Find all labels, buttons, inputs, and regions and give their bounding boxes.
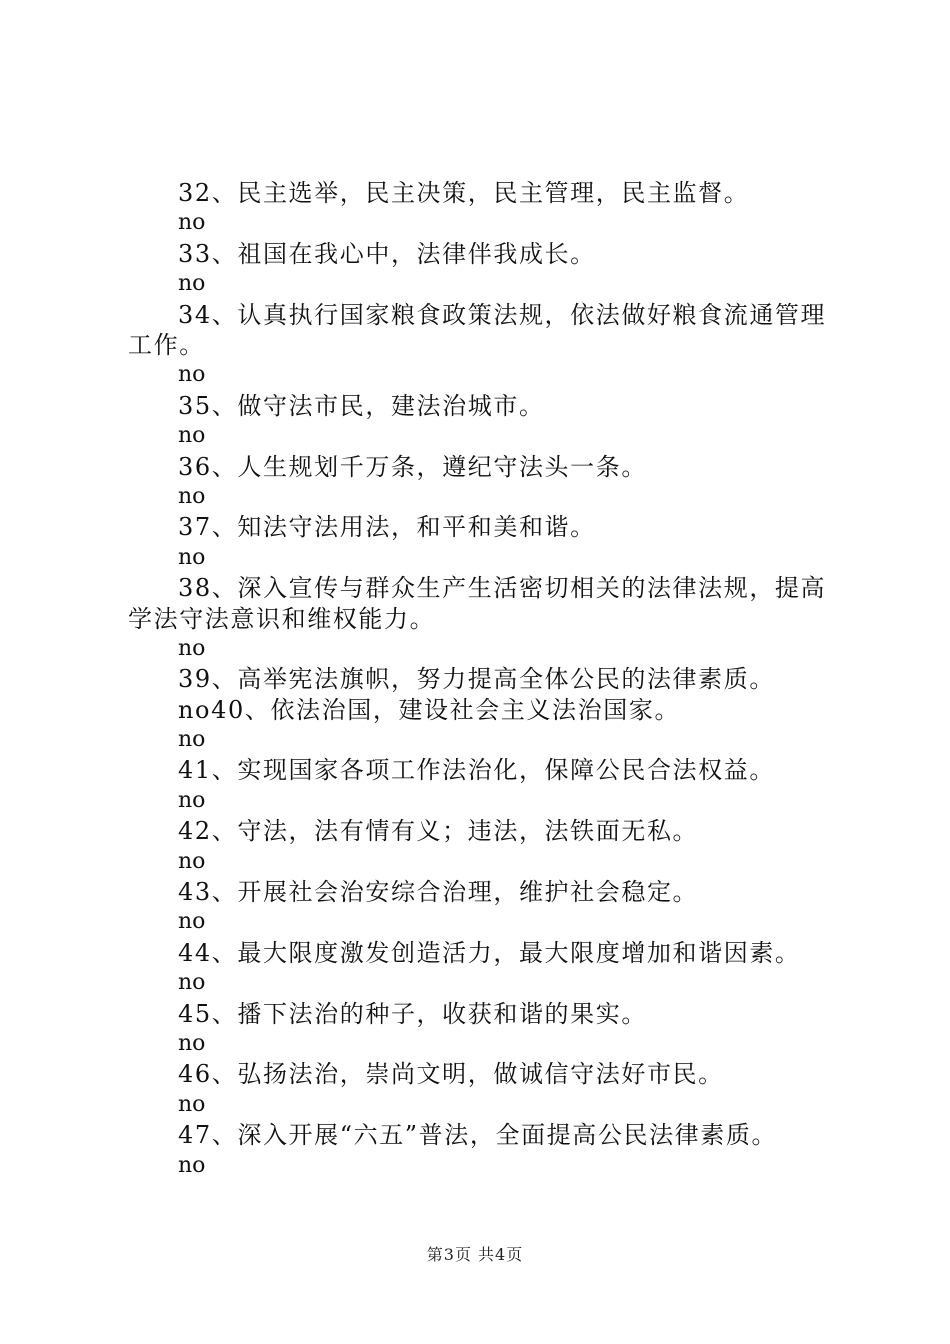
- paragraph-43: 43、开展社会治安综合治理，维护社会稳定。: [178, 878, 699, 907]
- paragraph-no: no: [178, 727, 206, 753]
- paragraph-37: 37、知法守法用法，和平和美和谐。: [178, 513, 596, 542]
- paragraph-no: no: [178, 787, 206, 813]
- paragraph-no: no: [178, 362, 206, 388]
- paragraph-44: 44、最大限度激发创造活力，最大限度增加和谐因素。: [178, 938, 801, 967]
- paragraph-36: 36、人生规划千万条，遵纪守法头一条。: [178, 452, 647, 481]
- paragraph-32: 32、民主选举，民主决策，民主管理，民主监督。: [178, 179, 750, 207]
- paragraph-no: no: [178, 544, 206, 570]
- paragraph-42: 42、守法，法有情有义；违法，法铁面无私。: [178, 817, 699, 846]
- paragraph-34: 34、认真执行国家粮食政策法规，依法做好粮食流通管理工作。: [128, 300, 827, 359]
- paragraph-46: 46、弘扬法治，崇尚文明，做诚信守法好市民。: [178, 1060, 724, 1089]
- paragraph-41: 41、实现国家各项工作法治化，保障公民合法权益。: [178, 756, 775, 785]
- paragraph-33: 33、祖国在我心中，法律伴我成长。: [178, 239, 596, 268]
- paragraph-47: 47、深入开展“六五”普法，全面提高公民法律素质。: [178, 1121, 778, 1150]
- page-number: 第3页 共4页: [426, 1245, 524, 1264]
- paragraph-no: no: [178, 970, 206, 996]
- paragraph-39: 39、高举宪法旗帜，努力提高全体公民的法律素质。: [178, 665, 775, 694]
- paragraph-no: no: [178, 483, 206, 509]
- paragraph-38: 38、深入宣传与群众生产生活密切相关的法律法规，提高学法守法意识和维权能力。: [128, 574, 827, 633]
- paragraph-no: no: [178, 423, 206, 449]
- paragraph-45: 45、播下法治的种子，收获和谐的果实。: [178, 999, 647, 1028]
- paragraph-40: no40、依法治国，建设社会主义法治国家。: [178, 695, 681, 724]
- paragraph-no: no: [178, 635, 206, 661]
- paragraph-no: no: [178, 1031, 206, 1056]
- document-body: [128, 178, 834, 1181]
- paragraph-no: no: [178, 1152, 206, 1178]
- paragraph-no: no: [178, 271, 206, 297]
- paragraph-no: no: [178, 210, 206, 236]
- paragraph-no: no: [178, 909, 206, 935]
- paragraph-35: 35、做守法市民，建法治城市。: [178, 391, 545, 420]
- paragraph-no: no: [178, 848, 206, 874]
- paragraph-no: no: [178, 1091, 206, 1117]
